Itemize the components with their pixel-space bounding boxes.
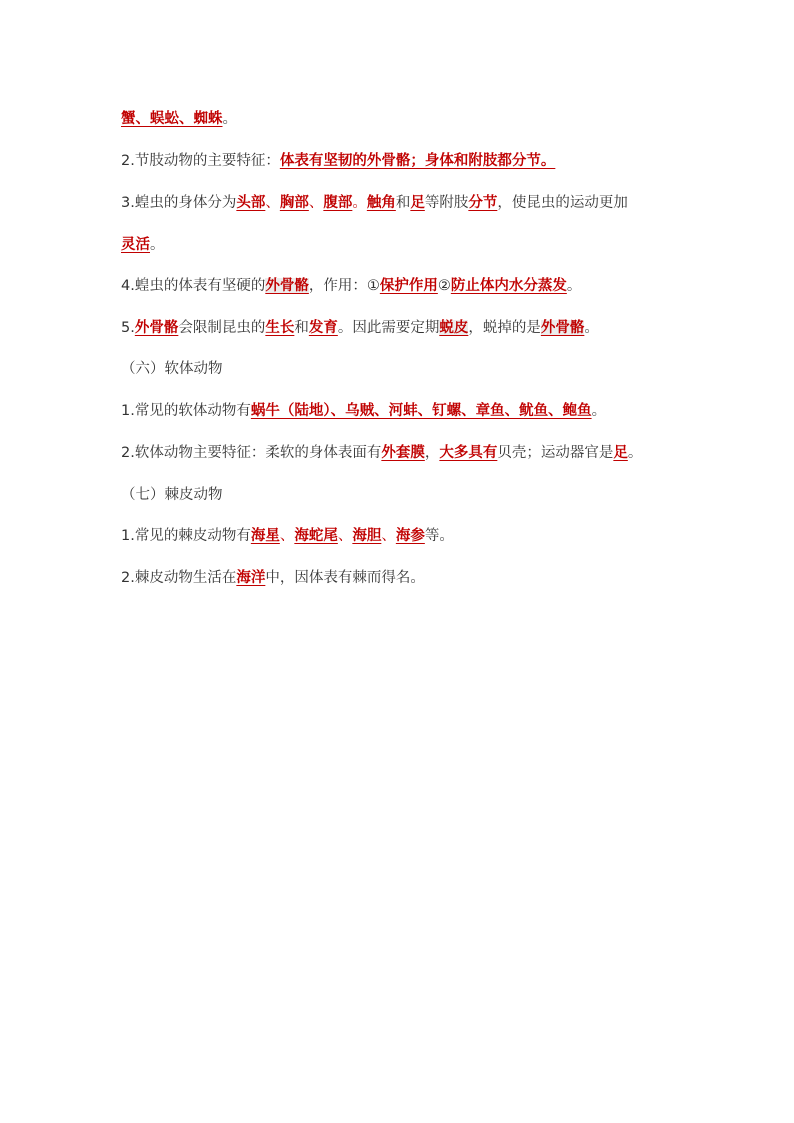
answer-text: 足: [613, 445, 628, 461]
text-run: 。: [222, 111, 237, 127]
text-line: [121, 235, 165, 255]
text-run: ②: [437, 278, 451, 294]
answer-text: 胸部: [279, 195, 309, 211]
answer-text: 外套膜: [381, 445, 425, 461]
text-run: ，作用：①: [308, 278, 380, 294]
text-run: 和: [294, 320, 309, 336]
answer-text: 海蛇尾: [294, 528, 338, 544]
answer-text: 海参: [395, 528, 425, 544]
answer-text: 海胆: [352, 528, 382, 544]
text-line: [121, 359, 223, 379]
answer-text: 外骨骼: [265, 278, 309, 294]
text-run: 等。: [424, 528, 454, 544]
text-run: 会限制昆虫的: [178, 320, 266, 336]
text-run: ，: [424, 445, 440, 461]
text-run: 4.蝗虫的体表有坚硬的: [121, 278, 266, 294]
text-run: 。因此需要定期: [337, 320, 440, 336]
answer-text: 海星: [250, 528, 280, 544]
text-run: 1.常见的棘皮动物有: [121, 528, 251, 544]
text-run: 2.节肢动物的主要特征：: [121, 153, 280, 169]
answer-text: 足: [410, 195, 425, 211]
answer-text: 发育: [308, 320, 338, 336]
text-run: （六）软体动物: [121, 361, 223, 377]
text-run: 和: [395, 195, 411, 211]
text-run: ，蜕掉的是: [468, 320, 541, 336]
text-run: 。: [591, 403, 607, 419]
answer-text: 体表有坚韧的外骨骼；身体和附肢都分节。: [279, 153, 556, 169]
answer-text: 外骨骼: [540, 320, 585, 336]
answer-text: 海洋: [236, 570, 266, 586]
answer-text: 蟹、蜈蚣、蜘蛛: [121, 111, 223, 127]
text-line: [121, 401, 606, 421]
text-line: [121, 151, 555, 171]
text-run: 2.棘皮动物生活在: [121, 570, 237, 586]
answer-text: 腹部: [323, 195, 353, 211]
answer-text: 灵活: [121, 237, 150, 253]
text-line: [121, 568, 425, 588]
text-line: [121, 443, 642, 463]
answer-text: 蜕皮: [439, 320, 469, 336]
text-line: [121, 276, 581, 296]
answer-text: 保护作用: [379, 278, 438, 294]
answer-text: 防止体内水分蒸发: [450, 278, 567, 294]
text-line: [121, 485, 223, 505]
answer-text: 蜗牛（陆地）、乌贼、河蚌、钉螺、章鱼、鱿鱼、鲍鱼: [250, 403, 592, 419]
text-run: 1.常见的软体动物有: [121, 403, 251, 419]
answer-text: 大多具有: [439, 445, 498, 461]
text-run: 贝壳；运动器官是: [497, 445, 614, 461]
text-line: [121, 109, 237, 129]
text-run: 等附肢: [424, 195, 469, 211]
text-run: 。: [352, 195, 367, 211]
text-run: 、: [265, 195, 280, 211]
text-run: 、: [279, 528, 295, 544]
text-run: 中，因体表有棘而得名。: [265, 570, 425, 586]
text-run: 。: [150, 237, 165, 253]
text-run: 、: [308, 195, 324, 211]
answer-text: 外骨骼: [134, 320, 179, 336]
text-run: 2.软体动物主要特征：柔软的身体表面有: [121, 445, 382, 461]
text-run: 。: [584, 320, 599, 336]
text-run: 。: [627, 445, 643, 461]
text-run: ，使昆虫的运动更加: [497, 195, 628, 211]
answer-text: 分节: [468, 195, 498, 211]
text-run: 3.蝗虫的身体分为: [121, 195, 237, 211]
text-run: 、: [381, 528, 396, 544]
answer-text: 触角: [366, 195, 396, 211]
text-run: 5.: [121, 320, 135, 336]
text-run: （七）棘皮动物: [121, 487, 223, 503]
text-line: [121, 526, 454, 546]
text-run: 。: [566, 278, 582, 294]
answer-text: 头部: [236, 195, 266, 211]
text-line: [121, 318, 599, 338]
text-run: 、: [337, 528, 353, 544]
answer-text: 生长: [265, 320, 295, 336]
text-line: [121, 193, 628, 213]
